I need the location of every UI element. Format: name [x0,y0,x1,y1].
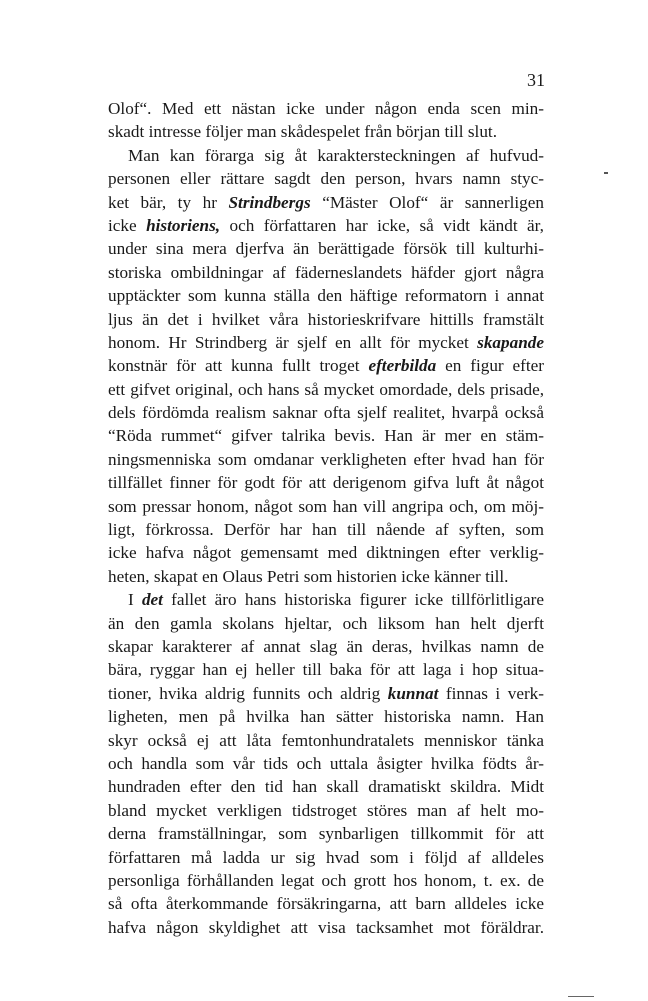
emphasized-word: efterbilda [368,356,437,376]
text-run: fallet äro hans historiska figurer icke tillförlitligare [162,590,544,610]
body-text [108,97,544,939]
emphasized-word: historiens, [146,215,221,235]
text-run: konstnär för att kunna fullt troget [108,356,369,376]
text-line: och handla som vår tids och uttala åsigter hvilka födts år- [108,753,544,773]
text-line [108,191,544,214]
text-line: bära, ryggar han ej heller till baka för att laga i hop situa- [108,660,544,680]
text-run: I [128,590,142,610]
text-line: hundraden efter den tid han skall dramatiskt skildra. Midt [108,777,544,797]
text-line [108,331,544,354]
text-line: Man kan förarga sig åt karaktersteckningen af hufvud- [128,145,544,165]
emphasized-word: det [141,590,163,610]
text-line: som pressar honom, något som han vill angripa och, om möj- [108,496,544,516]
text-line: under sina mera djerfva än berättigade försök till kulturhi- [108,239,544,259]
text-line: ljus än det i hvilket våra historieskrifvare hittills framstält [108,309,544,329]
text-run: ket bär, ty hr [108,192,229,212]
text-line: personliga förhållanden legat och grott hos honom, t. ex. de [108,870,544,890]
emphasized-word: skapande [477,332,544,352]
text-line: upptäckter som kunna ställa den häftige reformatorn i annat [108,286,544,306]
text-line: så ofta återkommande försäkringarna, att barn alldeles icke [108,894,544,914]
text-line: storiska ombildningar af fäderneslandets häfder gjort några [108,262,544,282]
text-line: ningsmenniska som omdanar verkligheten efter hvad han för [108,449,544,469]
text-line [108,214,544,237]
emphasized-word: Strindbergs [228,192,311,212]
text-line: författaren må ladda ur sig hvad som i följd af alldeles [108,847,544,867]
bottom-edge-mark [568,996,594,997]
text-line [108,682,544,705]
text-run: “Mäster Olof“ är sannerligen [310,192,544,212]
text-line [108,354,544,377]
text-run: honom. Hr Strindberg är sjelf en allt för mycket [108,332,478,352]
text-run: och författaren har icke, så vidt kändt är, [220,215,544,235]
text-line: skapar karakterer af annat slag än deras, hvilkas namn de [108,636,544,656]
text-line: dels fördömda realism saknar ofta sjelf realitet, hvarpå också [108,403,544,423]
text-line [108,588,544,611]
text-line: ligt, förkrossa. Derför har han till nående af syften, som [108,520,544,540]
text-line: personen eller rättare sagdt den person, hvars namn styc- [108,169,544,189]
text-line: icke hafva något gemensamt med diktningen efter verklig- [108,543,544,563]
text-line: skadt intresse följer man skådespelet från början till slut. [108,122,498,142]
page-number: 31 [527,70,545,90]
emphasized-word: kunnat [387,683,439,703]
text-line: bland mycket verkligen tidstroget störes man af helt mo- [108,800,544,820]
text-line: derna framställningar, som synbarligen tillkommit för att [108,824,544,844]
text-line: Olof“. Med ett nästan icke under någon enda scen min- [108,99,544,118]
text-line: än den gamla skolans hjeltar, och liksom han helt djerft [108,613,544,633]
text-line: tillfället finner för godt för att derigenom gifva luft åt något [108,473,544,493]
text-line: “Röda rummet“ gifver talrika bevis. Han är mer en stäm- [108,426,544,446]
text-line: hafva någon skyldighet att visa tacksamhet mot föräldrar. [108,917,544,937]
text-run: en figur efter [436,356,544,376]
text-run: tioner, hvika aldrig funnits och aldrig [108,683,388,703]
text-line: ett gifvet original, och hans så mycket omordade, dels prisade, [108,379,544,399]
text-line: heten, skapat en Olaus Petri som historien icke känner till. [108,566,509,586]
text-run: icke [108,215,147,235]
margin-mark [604,172,608,174]
text-line: skyr också ej att låta femtonhundratalets menniskor tänka [108,730,544,750]
text-run: finnas i verk- [438,683,544,703]
text-line: ligheten, men på hvilka han sätter historiska namn. Han [108,707,544,727]
